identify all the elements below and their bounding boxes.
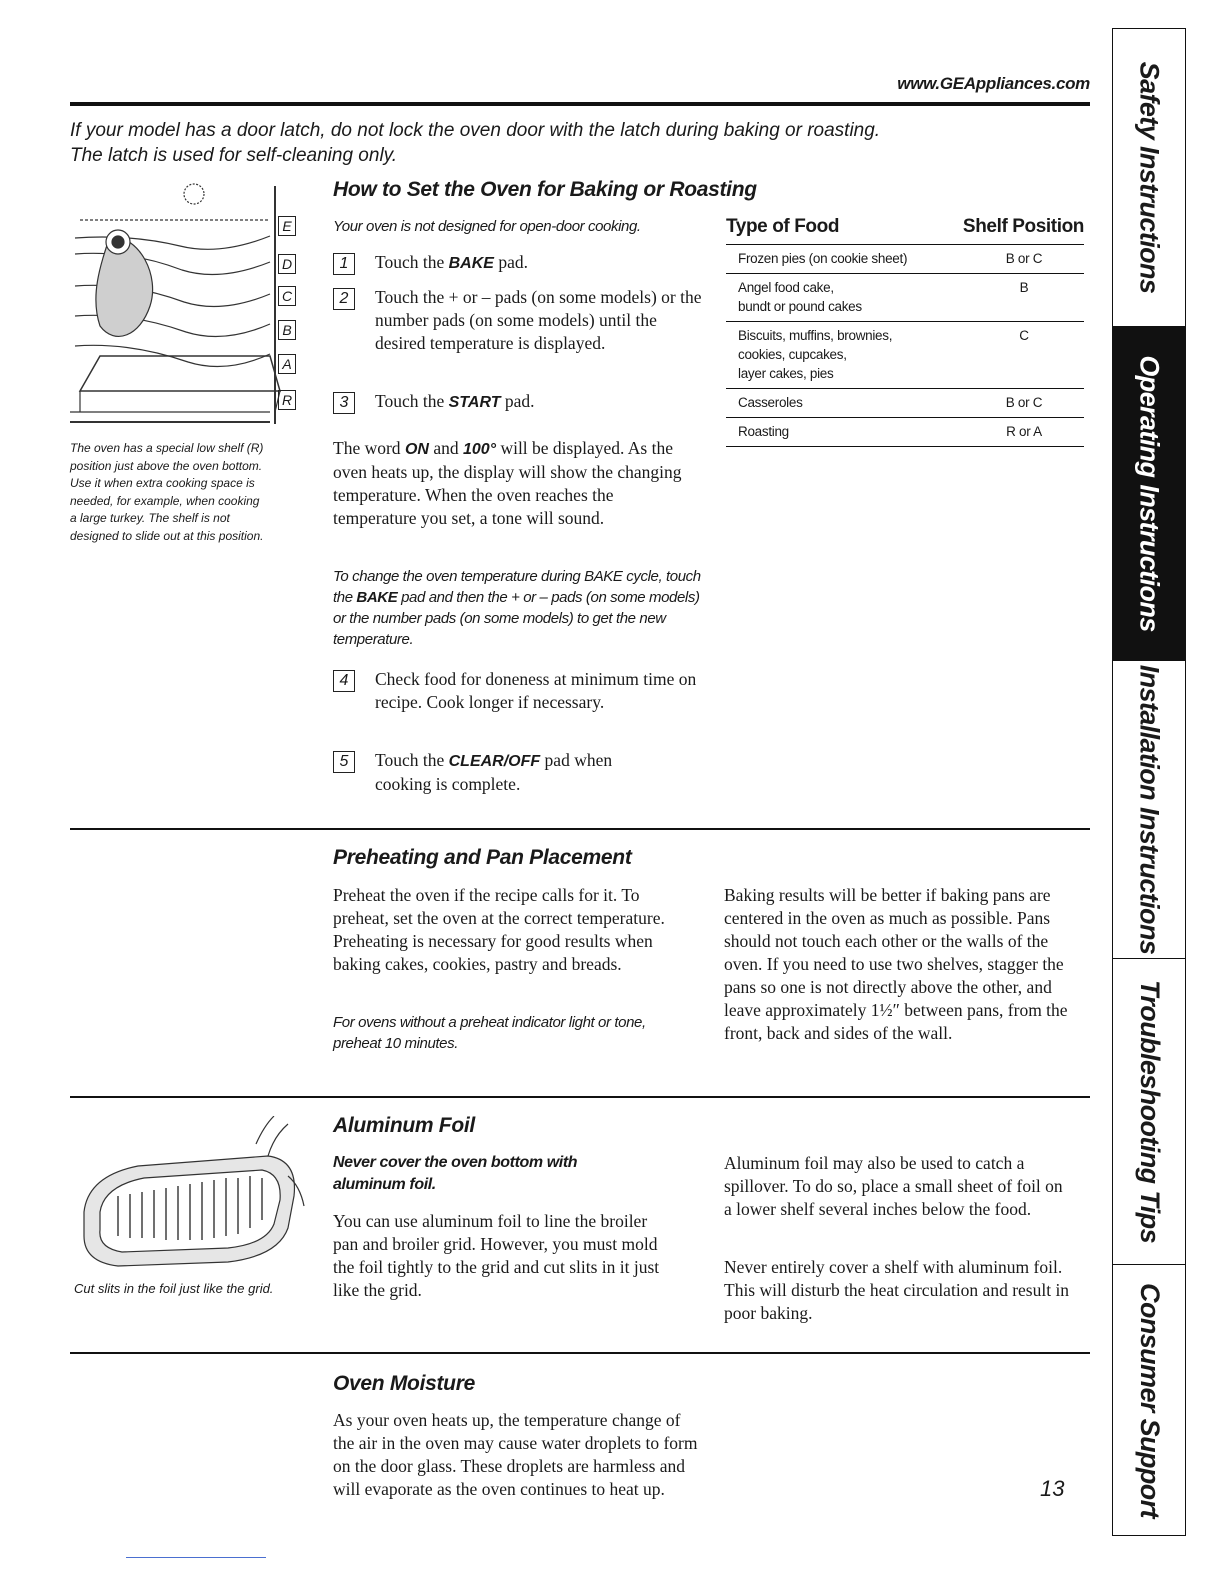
table-row: Angel food cake, bundt or pound cakes B [726,274,1084,322]
foil-illustration [78,1116,306,1272]
section-rule-preheat [70,828,1090,830]
shelf-label-r: R [278,390,296,410]
foil-paragraph-2: Aluminum foil may also be used to catch a spillover. To do so, place a small sheet of foil on a lower shelf several inches below the food. [724,1153,1063,1219]
door-latch-intro [70,118,970,168]
page-number: 13 [1040,1476,1065,1501]
shelf-position-table [726,216,1084,447]
step-3-text: Touch the START pad. [375,391,535,411]
foil-warning: Never cover the oven bottom with aluminum foil. [333,1154,578,1193]
header-rule [70,102,1090,106]
section-rule-moisture [70,1352,1090,1354]
tab-installation-instructions[interactable]: Installation Instructions [1113,661,1185,959]
col-shelf-position: Shelf Position [962,216,1084,237]
section-rule-foil [70,1096,1090,1098]
footer-link-line [126,1557,266,1558]
step-5-number: 5 [333,751,355,773]
website-url: www.GEAppliances.com [897,74,1090,93]
table-row: Roasting R or A [726,418,1084,447]
step-2-number: 2 [333,288,355,310]
oven-shelf-drawing [70,176,306,438]
intro-line-1: If your model has a door latch, do not lock the oven door with the latch during baking or roasting. [70,120,881,141]
tab-consumer-support[interactable]: Consumer Support [1134,1282,1165,1518]
tab-troubleshooting-tips[interactable]: Troubleshooting Tips [1113,959,1185,1265]
preheat-paragraph-2: Baking results will be better if baking pans are centered in the oven as much as possible. Pans should not touch each other or the walls of the oven. If you need to use two shelves, stagger the pans so one is not directly above the other, and leave approximately 1½″ between pans, from the front, back and sides of the wall. [724,885,1068,1043]
shelf-label-c: C [278,286,296,306]
table-row: Frozen pies (on cookie sheet) B or C [726,245,1084,274]
table-row: Casseroles B or C [726,389,1084,418]
moisture-paragraph: As your oven heats up, the temperature change of the air in the oven may cause water droplets to form on the door glass. These droplets are harmless and will evaporate as the oven continues to heat up. [333,1410,698,1499]
col-type-of-food: Type of Food [726,216,840,237]
step-1-number: 1 [333,253,355,275]
preheat-paragraph-1: Preheat the oven if the recipe calls for it. To preheat, set the oven at the correct temperature. Preheating is necessary for good results when baking cakes, cookies, pastry and breads. [333,885,665,974]
foil-title: Aluminum Foil [333,1114,475,1137]
step-3-number: 3 [333,392,355,414]
step-1-text: Touch the BAKE pad. [375,252,528,272]
shelf-label-d: D [278,254,296,274]
step-5-text: Touch the CLEAR/OFF pad when cooking is complete. [375,750,613,794]
step-4-number: 4 [333,670,355,692]
side-tabs [1112,28,1186,1536]
step-2-text: Touch the + or – pads (on some models) or the number pads (on some models) until the desired temperature is displayed. [375,287,702,353]
table-row: Biscuits, muffins, brownies, cookies, cupcakes, layer cakes, pies C [726,322,1084,389]
tab-operating-instructions[interactable]: Operating Instructions [1113,327,1185,661]
foil-paragraph-3: Never entirely cover a shelf with aluminum foil. This will disturb the heat circulation and result in poor baking. [724,1257,1070,1323]
baking-title: How to Set the Oven for Baking or Roasting [333,178,757,201]
tab-safety-instructions[interactable]: Safety Instructions [1113,29,1185,327]
change-temperature-note: To change the oven temperature during BAKE cycle, touch the BAKE pad and then the + or – pads (on some models) or the number pads (on some models) to get the new temperature. [333,568,701,648]
preheat-title: Preheating and Pan Placement [333,846,632,869]
foil-caption: Cut slits in the foil just like the grid. [74,1281,274,1296]
intro-line-2: The latch is used for self-cleaning only. [70,145,398,166]
shelf-label-b: B [278,320,296,340]
open-door-note: Your oven is not designed for open-door cooking. [333,218,641,235]
oven-shelf-illustration [70,176,306,438]
shelf-label-e: E [278,216,296,236]
shelf-label-a: A [278,354,296,374]
foil-paragraph-1: You can use aluminum foil to line the broiler pan and broiler grid. However, you must mold the foil tightly to the grid and cut slits in it just like the grid. [333,1211,660,1300]
shelf-caption: The oven has a special low shelf (R) position just above the oven bottom. Use it when extra cooking space is needed, for example, when cooking a large turkey. The shelf is not designed to slide out at this position. [70,441,264,543]
broiler-pan-drawing [78,1116,306,1272]
moisture-title: Oven Moisture [333,1372,475,1395]
table-header [726,216,1084,245]
preheat-note: For ovens without a preheat indicator light or tone, preheat 10 minutes. [333,1014,646,1052]
display-description: The word ON and 100° will be displayed. As the oven heats up, the display will show the changing temperature. When the oven reaches the temperature you set, a tone will sound. [333,438,682,528]
step-4-text: Check food for doneness at minimum time on recipe. Cook longer if necessary. [375,669,697,712]
